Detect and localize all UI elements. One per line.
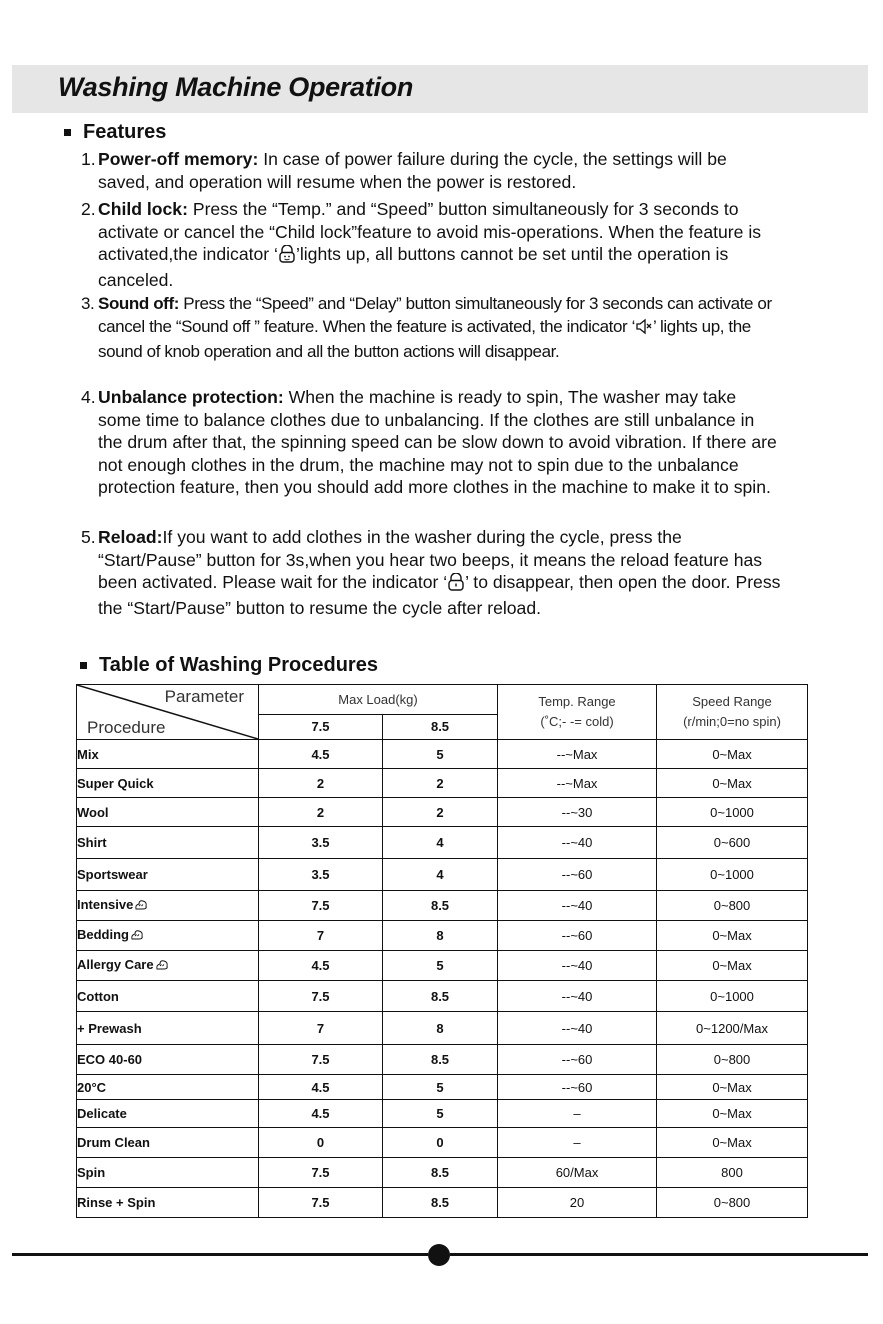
procedure-name: Rinse + Spin xyxy=(77,1195,156,1210)
cell-load-a: 0 xyxy=(259,1128,383,1158)
cell-procedure xyxy=(77,1100,259,1128)
cell-procedure xyxy=(77,798,259,827)
footer-dot xyxy=(428,1244,450,1266)
cell-load-a: 4.5 xyxy=(259,740,383,769)
feature-item-unbalance xyxy=(81,386,781,499)
table-row xyxy=(77,1100,808,1128)
cell-procedure xyxy=(77,1128,259,1158)
cell-load-a: 7.5 xyxy=(259,891,383,921)
steam-icon xyxy=(155,958,169,974)
item-number: 1. xyxy=(81,149,96,169)
cell-load-a: 7 xyxy=(259,1012,383,1045)
cell-temp-range: --~60 xyxy=(498,1045,657,1075)
feature-text-after: ’ lights up, the sound of knob operation and all the button actions will disappear. xyxy=(98,316,751,362)
cell-procedure xyxy=(77,827,259,859)
cell-load-b: 8 xyxy=(383,921,498,951)
header-max-load: Max Load(kg) xyxy=(259,685,498,715)
cell-speed-range: 0~800 xyxy=(657,1188,808,1218)
cell-load-b: 5 xyxy=(383,951,498,981)
feature-term: Reload: xyxy=(98,527,163,547)
table-row xyxy=(77,1012,808,1045)
cell-procedure xyxy=(77,1012,259,1045)
cell-load-b: 8.5 xyxy=(383,891,498,921)
table-row xyxy=(77,1045,808,1075)
cell-speed-range: 0~Max xyxy=(657,740,808,769)
cell-temp-range: --~40 xyxy=(498,827,657,859)
cell-load-b: 2 xyxy=(383,769,498,798)
feature-text: Press the “Temp.” and “Speed” button simultaneously for 3 seconds to activate or cancel the “Child lock”feature to avoid mis-operations. When the feature is activated,the indicator ‘ xyxy=(98,199,762,265)
sound-off-icon xyxy=(635,318,653,342)
cell-temp-range: --~40 xyxy=(498,1012,657,1045)
cell-load-b: 0 xyxy=(383,1128,498,1158)
cell-speed-range: 0~Max xyxy=(657,1075,808,1100)
cell-load-a: 7.5 xyxy=(259,981,383,1012)
item-number: 3. xyxy=(81,294,95,313)
cell-load-a: 4.5 xyxy=(259,1075,383,1100)
header-load-a: 7.5 xyxy=(259,714,383,739)
table-row xyxy=(77,1188,808,1218)
procedure-name: Bedding xyxy=(77,927,129,942)
cell-procedure xyxy=(77,981,259,1012)
item-number: 2. xyxy=(81,199,96,219)
cell-temp-range: --~Max xyxy=(498,740,657,769)
cell-temp-range: --~60 xyxy=(498,859,657,891)
features-heading-label: Features xyxy=(83,121,167,143)
header-parameter-procedure xyxy=(77,685,259,740)
door-lock-icon xyxy=(447,573,465,597)
table-row xyxy=(77,769,808,798)
table-row xyxy=(77,827,808,859)
cell-speed-range: 0~1000 xyxy=(657,798,808,827)
procedure-name: Cotton xyxy=(77,988,119,1004)
cell-temp-range: 60/Max xyxy=(498,1158,657,1188)
table-row xyxy=(77,1075,808,1100)
cell-speed-range: 0~800 xyxy=(657,891,808,921)
cell-load-a: 4.5 xyxy=(259,1100,383,1128)
procedures-table xyxy=(76,684,808,1218)
feature-term: Power-off memory: xyxy=(98,149,259,169)
feature-text-after: ’lights up, all buttons cannot be set until the operation is canceled. xyxy=(98,244,729,290)
child-lock-icon xyxy=(278,245,296,269)
footer-rule-left xyxy=(12,1253,428,1256)
cell-load-b: 8 xyxy=(383,1012,498,1045)
procedure-name: Sportswear xyxy=(77,867,148,882)
cell-load-a: 7.5 xyxy=(259,1045,383,1075)
table-row xyxy=(77,1158,808,1188)
table-row xyxy=(77,891,808,921)
procedure-name: Delicate xyxy=(77,1106,127,1121)
cell-load-a: 7.5 xyxy=(259,1188,383,1218)
table-row xyxy=(77,951,808,981)
cell-load-a: 2 xyxy=(259,798,383,827)
feature-term: Unbalance protection: xyxy=(98,387,284,407)
feature-item-power-off xyxy=(81,148,781,193)
procedure-name: Wool xyxy=(77,804,109,820)
item-number: 4. xyxy=(81,387,96,407)
cell-temp-range: 20 xyxy=(498,1188,657,1218)
cell-procedure xyxy=(77,769,259,798)
feature-item-reload xyxy=(81,526,781,619)
table-row xyxy=(77,859,808,891)
feature-term: Sound off: xyxy=(98,294,179,313)
feature-text-after: ’ to disappear, then open the door. Press the “Start/Pause” button to resume the cycle after reload. xyxy=(98,572,781,618)
procedure-name: Allergy Care xyxy=(77,957,154,972)
cell-temp-range: --~60 xyxy=(498,921,657,951)
feature-text: In case of power failure during the cycle, the settings will be saved, and operation will resume when the power is restored. xyxy=(98,149,727,192)
item-number: 5. xyxy=(81,527,96,547)
bullet-square-icon xyxy=(64,129,71,136)
cell-temp-range: --~60 xyxy=(498,1075,657,1100)
procedure-name: Super Quick xyxy=(77,775,154,791)
header-speed-line1: Speed Range xyxy=(692,694,772,709)
cell-procedure xyxy=(77,921,259,951)
cell-speed-range: 0~Max xyxy=(657,921,808,951)
cell-temp-range: --~30 xyxy=(498,798,657,827)
cell-load-b: 5 xyxy=(383,740,498,769)
feature-text: If you want to add clothes in the washer during the cycle, press the “Start/Pause” button for 3s,when you hear two beeps, it means the reload feature has been activated. Please wait for the indicator ‘ xyxy=(98,527,763,593)
cell-load-a: 4.5 xyxy=(259,951,383,981)
procedure-name: Intensive xyxy=(77,897,134,912)
feature-text: When the machine is ready to spin, The washer may take some time to balance clothes due to unbalancing. If the clothes are still unbalance in the drum after that, the spinning speed can be slow down to avoid vibration. If there are not enough clothes in the drum, the machine may not to spin due to the unbalance protection feature, then you should add more clothes in the machine to make it to spin. xyxy=(98,387,777,498)
cell-speed-range: 0~Max xyxy=(657,1100,808,1128)
cell-load-a: 7 xyxy=(259,921,383,951)
cell-load-b: 4 xyxy=(383,859,498,891)
table-row xyxy=(77,798,808,827)
procedure-name: ECO 40-60 xyxy=(77,1052,143,1067)
header-temp-line1: Temp. Range xyxy=(538,694,616,709)
cell-speed-range: 0~Max xyxy=(657,951,808,981)
cell-load-a: 2 xyxy=(259,769,383,798)
bullet-square-icon xyxy=(80,662,87,669)
cell-load-b: 5 xyxy=(383,1075,498,1100)
cell-load-b: 8.5 xyxy=(383,1158,498,1188)
cell-load-a: 3.5 xyxy=(259,859,383,891)
header-load-b: 8.5 xyxy=(383,714,498,739)
table-row xyxy=(77,1128,808,1158)
procedure-name: Mix xyxy=(77,746,99,762)
header-procedure: Procedure xyxy=(87,718,166,737)
feature-item-child-lock xyxy=(81,198,781,291)
cell-temp-range: – xyxy=(498,1100,657,1128)
procedure-name: Spin xyxy=(77,1165,106,1180)
cell-speed-range: 0~Max xyxy=(657,1128,808,1158)
cell-procedure xyxy=(77,1158,259,1188)
page-title: Washing Machine Operation xyxy=(58,72,414,102)
steam-icon xyxy=(134,898,148,914)
cell-load-b: 8.5 xyxy=(383,1188,498,1218)
cell-speed-range: 0~1000 xyxy=(657,859,808,891)
feature-item-sound-off xyxy=(81,293,781,364)
header-speed-line2: (r/min;0=no spin) xyxy=(683,714,781,729)
cell-temp-range: --~Max xyxy=(498,769,657,798)
cell-load-a: 7.5 xyxy=(259,1158,383,1188)
cell-procedure xyxy=(77,1075,259,1100)
cell-speed-range: 0~Max xyxy=(657,769,808,798)
feature-text: Press the “Speed” and “Delay” button simultaneously for 3 seconds can activate or cancel the “Sound off ” feature. When the feature is activated, the indicator ‘ xyxy=(98,294,772,336)
header-parameter: Parameter xyxy=(164,687,244,706)
footer-rule-right xyxy=(450,1253,868,1256)
cell-temp-range: – xyxy=(498,1128,657,1158)
cell-speed-range: 0~600 xyxy=(657,827,808,859)
cell-procedure xyxy=(77,859,259,891)
cell-temp-range: --~40 xyxy=(498,981,657,1012)
cell-procedure xyxy=(77,1188,259,1218)
cell-speed-range: 0~1000 xyxy=(657,981,808,1012)
cell-load-a: 3.5 xyxy=(259,827,383,859)
header-speed-range xyxy=(657,685,808,740)
feature-term: Child lock: xyxy=(98,199,188,219)
cell-load-b: 5 xyxy=(383,1100,498,1128)
cell-speed-range: 0~1200/Max xyxy=(657,1012,808,1045)
table-row xyxy=(77,740,808,769)
cell-load-b: 4 xyxy=(383,827,498,859)
steam-icon xyxy=(130,928,144,944)
cell-load-b: 8.5 xyxy=(383,1045,498,1075)
cell-procedure xyxy=(77,740,259,769)
cell-load-b: 2 xyxy=(383,798,498,827)
procedure-name: Shirt xyxy=(77,835,107,850)
cell-temp-range: --~40 xyxy=(498,891,657,921)
cell-temp-range: --~40 xyxy=(498,951,657,981)
cell-procedure xyxy=(77,891,259,921)
table-heading xyxy=(80,654,378,677)
table-row xyxy=(77,921,808,951)
procedure-name: + Prewash xyxy=(77,1020,142,1036)
cell-speed-range: 0~800 xyxy=(657,1045,808,1075)
features-heading xyxy=(64,121,166,144)
cell-speed-range: 800 xyxy=(657,1158,808,1188)
header-temp-range xyxy=(498,685,657,740)
cell-procedure xyxy=(77,1045,259,1075)
procedure-name: 20°C xyxy=(77,1079,107,1095)
procedure-name: Drum Clean xyxy=(77,1135,150,1150)
cell-load-b: 8.5 xyxy=(383,981,498,1012)
header-temp-line2: (˚C;- -= cold) xyxy=(540,714,614,729)
table-heading-label: Table of Washing Procedures xyxy=(99,654,378,676)
cell-procedure xyxy=(77,951,259,981)
table-row xyxy=(77,981,808,1012)
